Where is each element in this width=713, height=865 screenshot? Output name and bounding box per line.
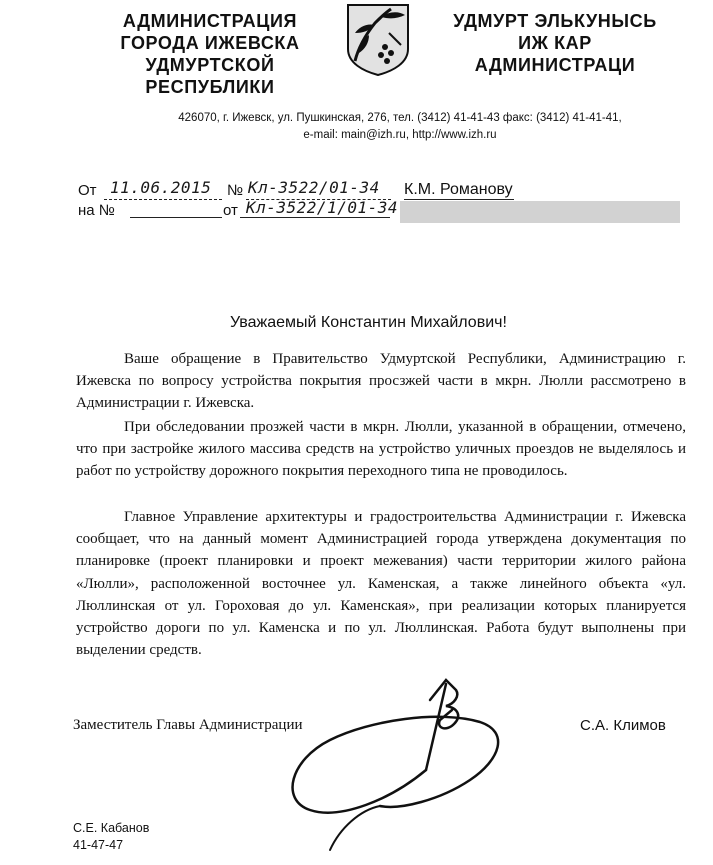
header-right-line: ИЖ КАР [518, 33, 592, 53]
contacts-email: e-mail: main@izh.ru, http://www.izh.ru [303, 129, 497, 141]
header-left-line: АДМИНИСТРАЦИЯ [122, 11, 298, 31]
letter-number: Кл-3522/01-34 [248, 178, 380, 197]
executor-phone: 41-47-47 [73, 838, 124, 852]
contacts-address: 426070, г. Ижевск, ул. Пушкинская, 276, тел. (3412) 41-41-43 факс: (3412) 41-41-41, [178, 112, 622, 124]
header-left-block [95, 10, 325, 98]
recipient-underline [404, 199, 514, 200]
redacted-address [400, 201, 680, 223]
header-right-block [420, 10, 690, 76]
header-left-line: ГОРОДА ИЖЕВСКА [120, 33, 300, 53]
date-underline [104, 199, 222, 200]
executor-name: С.Е. Кабанов [73, 821, 150, 835]
paragraph: При обследовании прозжей части в мкрн. Люлли, указанной в обращении, отмечено, что при застройке жилого массива средств на устройство уличных проездов не выделялось и работ по устройству дорожного покрытия переходного типа не проводилось. [76, 419, 686, 480]
city-emblem-icon [345, 3, 411, 77]
from-label: От [78, 182, 97, 199]
header-right-line: УДМУРТ ЭЛЬКУНЫСЬ [453, 11, 657, 31]
signatory-role: Заместитель Главы Администрации [73, 717, 303, 733]
header-left-line: УДМУРТСКОЙ [145, 55, 275, 75]
number-label: № [227, 182, 244, 199]
letter-date: 11.06.2015 [110, 178, 212, 197]
ref-from-label: от [223, 202, 238, 219]
on-number-underline [130, 217, 222, 218]
on-number-label: на № [78, 202, 115, 219]
header-left-line: РЕСПУБЛИКИ [145, 77, 275, 97]
ref-number: Кл-3522/1/01-34 [246, 198, 398, 217]
paragraph: Главное Управление архитектуры и градостроительства Администрации г. Ижевска сообщает, что на данный момент Администрацией города утверждена документация по планировке (проект планировки и проект межевания) части территории жилого района «Люлли», расположенной восточнее ул. Каменская, а также линейного объекта «ул. Люллинская от ул. Гороховая до ул. Каменская», при реализации которых планируется устройство дороги по ул. Каменска и по ул. Люллинская. Работа будут выполнены при выделении средств. [76, 509, 686, 659]
header-right-line: АДМИНИСТРАЦИ [474, 55, 636, 75]
handwritten-signature-icon [270, 660, 530, 860]
ref-underline [240, 217, 390, 218]
recipient-name: К.М. Романову [404, 181, 513, 198]
contacts-block [150, 110, 650, 144]
paragraph: Ваше обращение в Правительство Удмуртской Республики, Администрацию г. Ижевска по вопросу устройства покрытия просзжей части в мкрн. Люлли рассмотрено в Администрации г. Ижевска. [76, 351, 686, 412]
signatory-name: С.А. Климов [580, 717, 666, 734]
greeting: Уважаемый Константин Михайлович! [230, 314, 507, 331]
